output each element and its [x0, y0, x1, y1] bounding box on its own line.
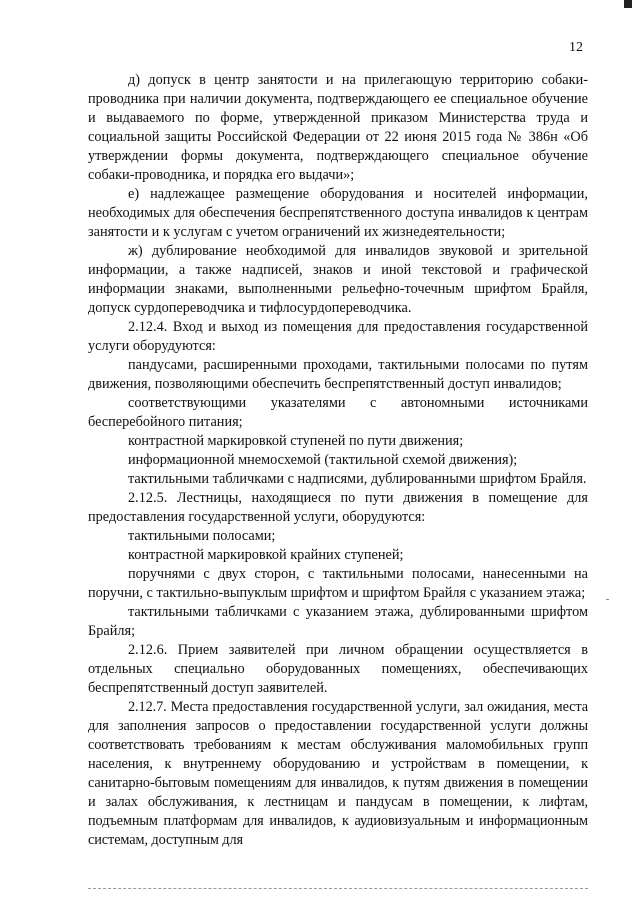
paragraph-2-12-6: 2.12.6. Прием заявителей при личном обращении осуществляется в отдельных специально оборудованных помещениях, обеспечивающих беспрепятственный доступ заявителей.	[88, 642, 588, 696]
scan-side-mark	[606, 599, 609, 600]
paragraph-2-12-4: 2.12.4. Вход и выход из помещения для предоставления государственной услуги оборудуются:	[88, 319, 588, 354]
paragraph-d-guide-dog: д) допуск в центр занятости и на прилегающую территорию собаки-проводника при наличии документа, подтверждающего ее специальное обучение и выдаваемого по форме, утвержденной приказом Министерства труда и социальной защиты Российской Федерации от 22 июня 2015 года № 386н «Об утверждении формы документа, подтверждающего специальное обучение собаки-проводника, и порядка его выдачи»;	[88, 72, 588, 183]
list-item-handrails: поручнями с двух сторон, с тактильными полосами, нанесенными на поручни, с тактильно-выпуклым шрифтом и шрифтом Брайля с указанием этажа;	[88, 566, 588, 601]
list-item-signs: соответствующими указателями с автономными источниками бесперебойного питания;	[88, 395, 588, 430]
list-item-floor-plates: тактильными табличками с указанием этажа, дублированными шрифтом Брайля;	[88, 604, 588, 639]
list-item-tactile-strips: тактильными полосами;	[128, 528, 276, 544]
bottom-dashed-rule	[88, 888, 588, 889]
list-item-edge-steps: контрастной маркировкой крайних ступеней;	[128, 547, 404, 563]
paragraph-zh-duplication: ж) дублирование необходимой для инвалидов звуковой и зрительной информации, а также надписей, знаков и иной текстовой и графической информации знаками, выполненными рельефно-точечным шрифтом Брайля, допуск сурдопереводчика и тифлосурдопереводчика.	[88, 243, 588, 316]
page-number: 12	[569, 40, 583, 55]
list-item-tactile-plates: тактильными табличками с надписями, дублированными шрифтом Брайля.	[128, 471, 587, 487]
paragraph-2-12-5: 2.12.5. Лестницы, находящиеся по пути движения в помещение для предоставления государственной услуги, оборудуются:	[88, 490, 588, 525]
scan-corner-mark	[624, 0, 632, 8]
document-body	[88, 71, 588, 850]
list-item-mnemonic-scheme: информационной мнемосхемой (тактильной схемой движения);	[128, 452, 518, 468]
list-item-step-marking: контрастной маркировкой ступеней по пути движения;	[128, 433, 464, 449]
paragraph-e-equipment: е) надлежащее размещение оборудования и носителей информации, необходимых для обеспечения беспрепятственного доступа инвалидов к центрам занятости и к услугам с учетом ограничений их жизнедеятельности;	[88, 186, 588, 240]
paragraph-2-12-7: 2.12.7. Места предоставления государственной услуги, зал ожидания, места для заполнения запросов о предоставлении государственной услуги должны соответствовать требованиям к местам обслуживания маломобильных групп населения, к внутреннему оборудованию и устройствам в помещении, к санитарно-бытовым помещениям для инвалидов, к путям движения в помещении и залах обслуживания, к лестницам и пандусам в помещении, к лифтам, подъемным платформам для инвалидов, к аудиовизуальным и информационным системам, доступным для	[88, 699, 588, 848]
list-item-ramps: пандусами, расширенными проходами, тактильными полосами по путям движения, позволяющими обеспечить беспрепятственный доступ инвалидов;	[88, 357, 588, 392]
